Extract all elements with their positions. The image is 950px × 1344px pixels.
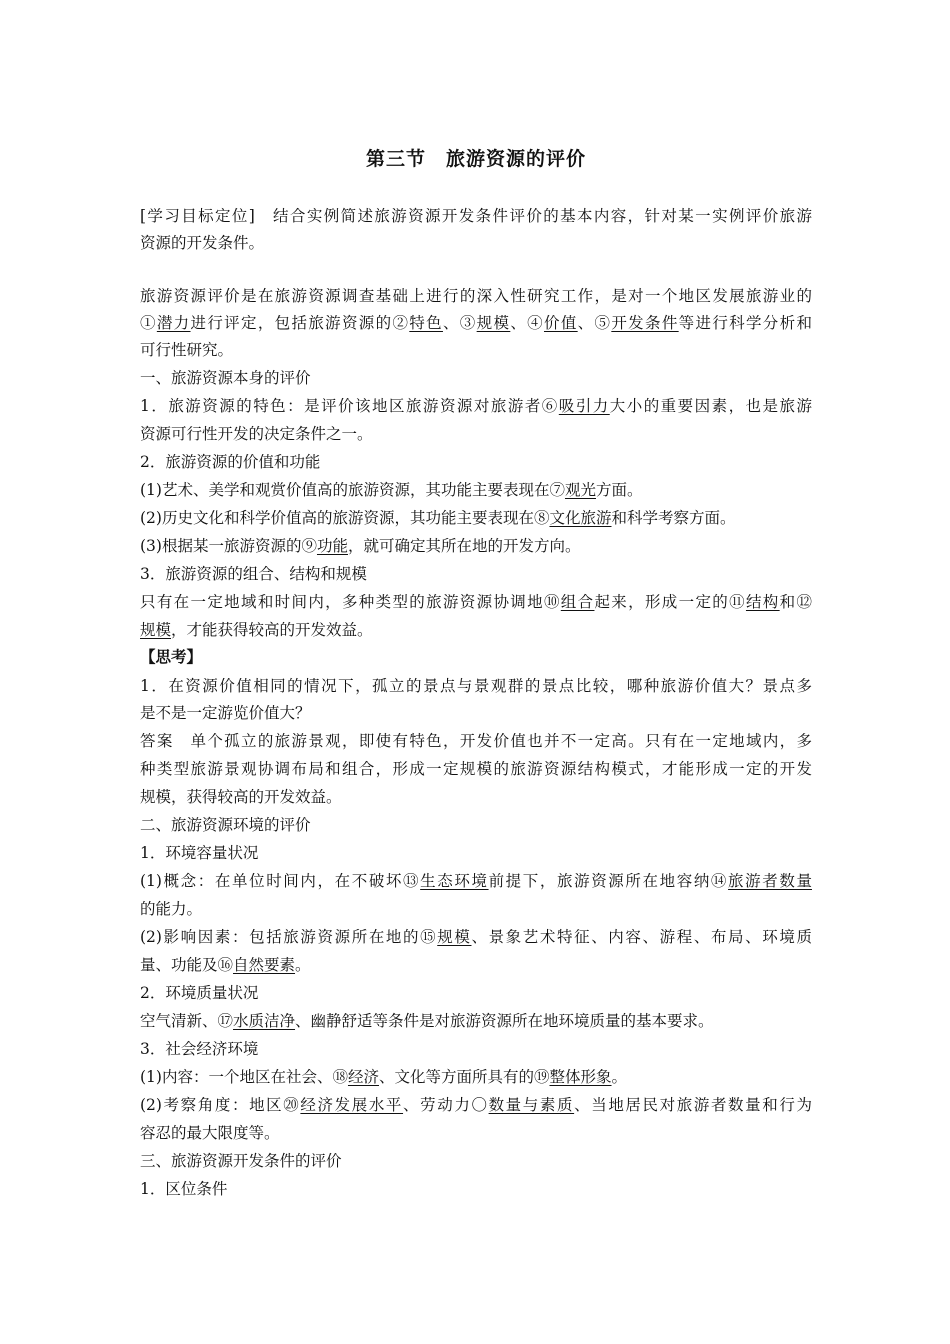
blank-answer: 水质洁净 bbox=[233, 1012, 296, 1030]
paragraph-line: (1)概念：在单位时间内，在不破坏⑬生态环境前提下，旅游资源所在地容纳⑭旅游者数量 bbox=[140, 872, 812, 890]
paragraph-line: 容忍的最大限度等。 bbox=[140, 1124, 280, 1142]
section-heading: 二、旅游资源环境的评价 bbox=[140, 816, 311, 834]
blank-answer: 数量与素质 bbox=[488, 1096, 575, 1114]
paragraph-line: 规模，才能获得较高的开发效益。 bbox=[140, 621, 373, 639]
subsection-heading: 3．社会经济环境 bbox=[140, 1040, 259, 1058]
learning-goal-line-1: [学习目标定位] 结合实例简述旅游资源开发条件评价的基本内容，针对某一实例评价旅游 bbox=[140, 207, 812, 225]
paragraph-line: 只有在一定地域和时间内，多种类型的旅游资源协调地⑩组合起来，形成一定的⑪结构和⑫ bbox=[140, 593, 812, 611]
learning-goal-line-2: 资源的开发条件。 bbox=[140, 234, 265, 252]
paragraph-line: (2)历史文化和科学价值高的旅游资源，其功能主要表现在⑧文化旅游和科学考察方面。 bbox=[140, 509, 736, 527]
blank-answer: 整体形象 bbox=[549, 1068, 612, 1086]
blank-answer: 功能 bbox=[316, 537, 348, 555]
blank-answer: 观光 bbox=[564, 481, 596, 499]
blank-answer: 规模 bbox=[437, 928, 472, 946]
overview-line-3: 可行性研究。 bbox=[140, 341, 234, 359]
paragraph-line: (2)影响因素：包括旅游资源所在地的⑮规模、景象艺术特征、内容、游程、布局、环境质 bbox=[140, 928, 812, 946]
subsection-heading: 2．旅游资源的价值和功能 bbox=[140, 453, 321, 471]
blank-answer: 规模 bbox=[140, 621, 172, 639]
think-label: 【思考】 bbox=[140, 648, 203, 666]
blank-answer: 经济 bbox=[347, 1068, 379, 1086]
subsection-heading: 1．环境容量状况 bbox=[140, 844, 259, 862]
blank-answer: 特色 bbox=[409, 314, 443, 332]
subsection-heading: 3．旅游资源的组合、结构和规模 bbox=[140, 565, 367, 583]
blank-answer: 结构 bbox=[745, 593, 780, 611]
blank-answer: 开发条件 bbox=[611, 314, 679, 332]
subsection-heading: 1．区位条件 bbox=[140, 1180, 228, 1198]
blank-answer: 文化旅游 bbox=[549, 509, 612, 527]
blank-answer: 吸引力 bbox=[558, 397, 610, 415]
page-title: 第三节 旅游资源的评价 bbox=[365, 148, 586, 170]
blank-answer: 生态环境 bbox=[420, 872, 489, 890]
blank-answer: 自然要素 bbox=[233, 956, 296, 974]
paragraph-line: 资源可行性开发的决定条件之一。 bbox=[140, 425, 373, 443]
overview-line-2: ①潜力进行评定，包括旅游资源的②特色、③规模、④价值、⑤开发条件等进行科学分析和 bbox=[140, 314, 812, 332]
answer-line: 种类型旅游景观协调布局和组合，形成一定规模的旅游资源结构模式，才能形成一定的开发 bbox=[140, 760, 812, 778]
blank-answer: 潜力 bbox=[156, 314, 191, 332]
blank-answer: 旅游者数量 bbox=[728, 872, 812, 890]
paragraph-line: 量、功能及⑯自然要素。 bbox=[140, 956, 311, 974]
paragraph-line: (3)根据某一旅游资源的⑨功能，就可确定其所在地的开发方向。 bbox=[140, 537, 581, 555]
blank-answer: 组合 bbox=[560, 593, 595, 611]
blank-answer: 价值 bbox=[543, 314, 578, 332]
blank-answer: 规模 bbox=[476, 314, 511, 332]
paragraph-line: (1)内容：一个地区在社会、⑱经济、文化等方面所具有的⑲整体形象。 bbox=[140, 1068, 628, 1086]
overview-line-1: 旅游资源评价是在旅游资源调查基础上进行的深入性研究工作，是对一个地区发展旅游业的 bbox=[140, 287, 812, 305]
paragraph-line: 1．旅游资源的特色：是评价该地区旅游资源对旅游者⑥吸引力大小的重要因素，也是旅游 bbox=[140, 397, 812, 415]
answer-line: 答案 单个孤立的旅游景观，即使有特色，开发价值也并不一定高。只有在一定地域内，多 bbox=[140, 732, 812, 750]
paragraph-line: 空气清新、⑰水质洁净、幽静舒适等条件是对旅游资源所在地环境质量的基本要求。 bbox=[140, 1012, 714, 1030]
paragraph-line: (1)艺术、美学和观赏价值高的旅游资源，其功能主要表现在⑦观光方面。 bbox=[140, 481, 643, 499]
paragraph-line: (2)考察角度：地区⑳经济发展水平、劳动力〇数量与素质、当地居民对旅游者数量和行为 bbox=[140, 1096, 812, 1114]
section-heading: 三、旅游资源开发条件的评价 bbox=[140, 1152, 342, 1170]
section-heading: 一、旅游资源本身的评价 bbox=[140, 369, 311, 387]
question-line: 是不是一定游览价值大？ bbox=[140, 704, 311, 722]
subsection-heading: 2．环境质量状况 bbox=[140, 984, 259, 1002]
answer-line: 规模，获得较高的开发效益。 bbox=[140, 788, 342, 806]
paragraph-line: 的能力。 bbox=[140, 900, 203, 918]
blank-answer: 经济发展水平 bbox=[300, 1096, 404, 1114]
question-line: 1．在资源价值相同的情况下，孤立的景点与景观群的景点比较，哪种旅游价值大？景点多 bbox=[140, 677, 812, 695]
